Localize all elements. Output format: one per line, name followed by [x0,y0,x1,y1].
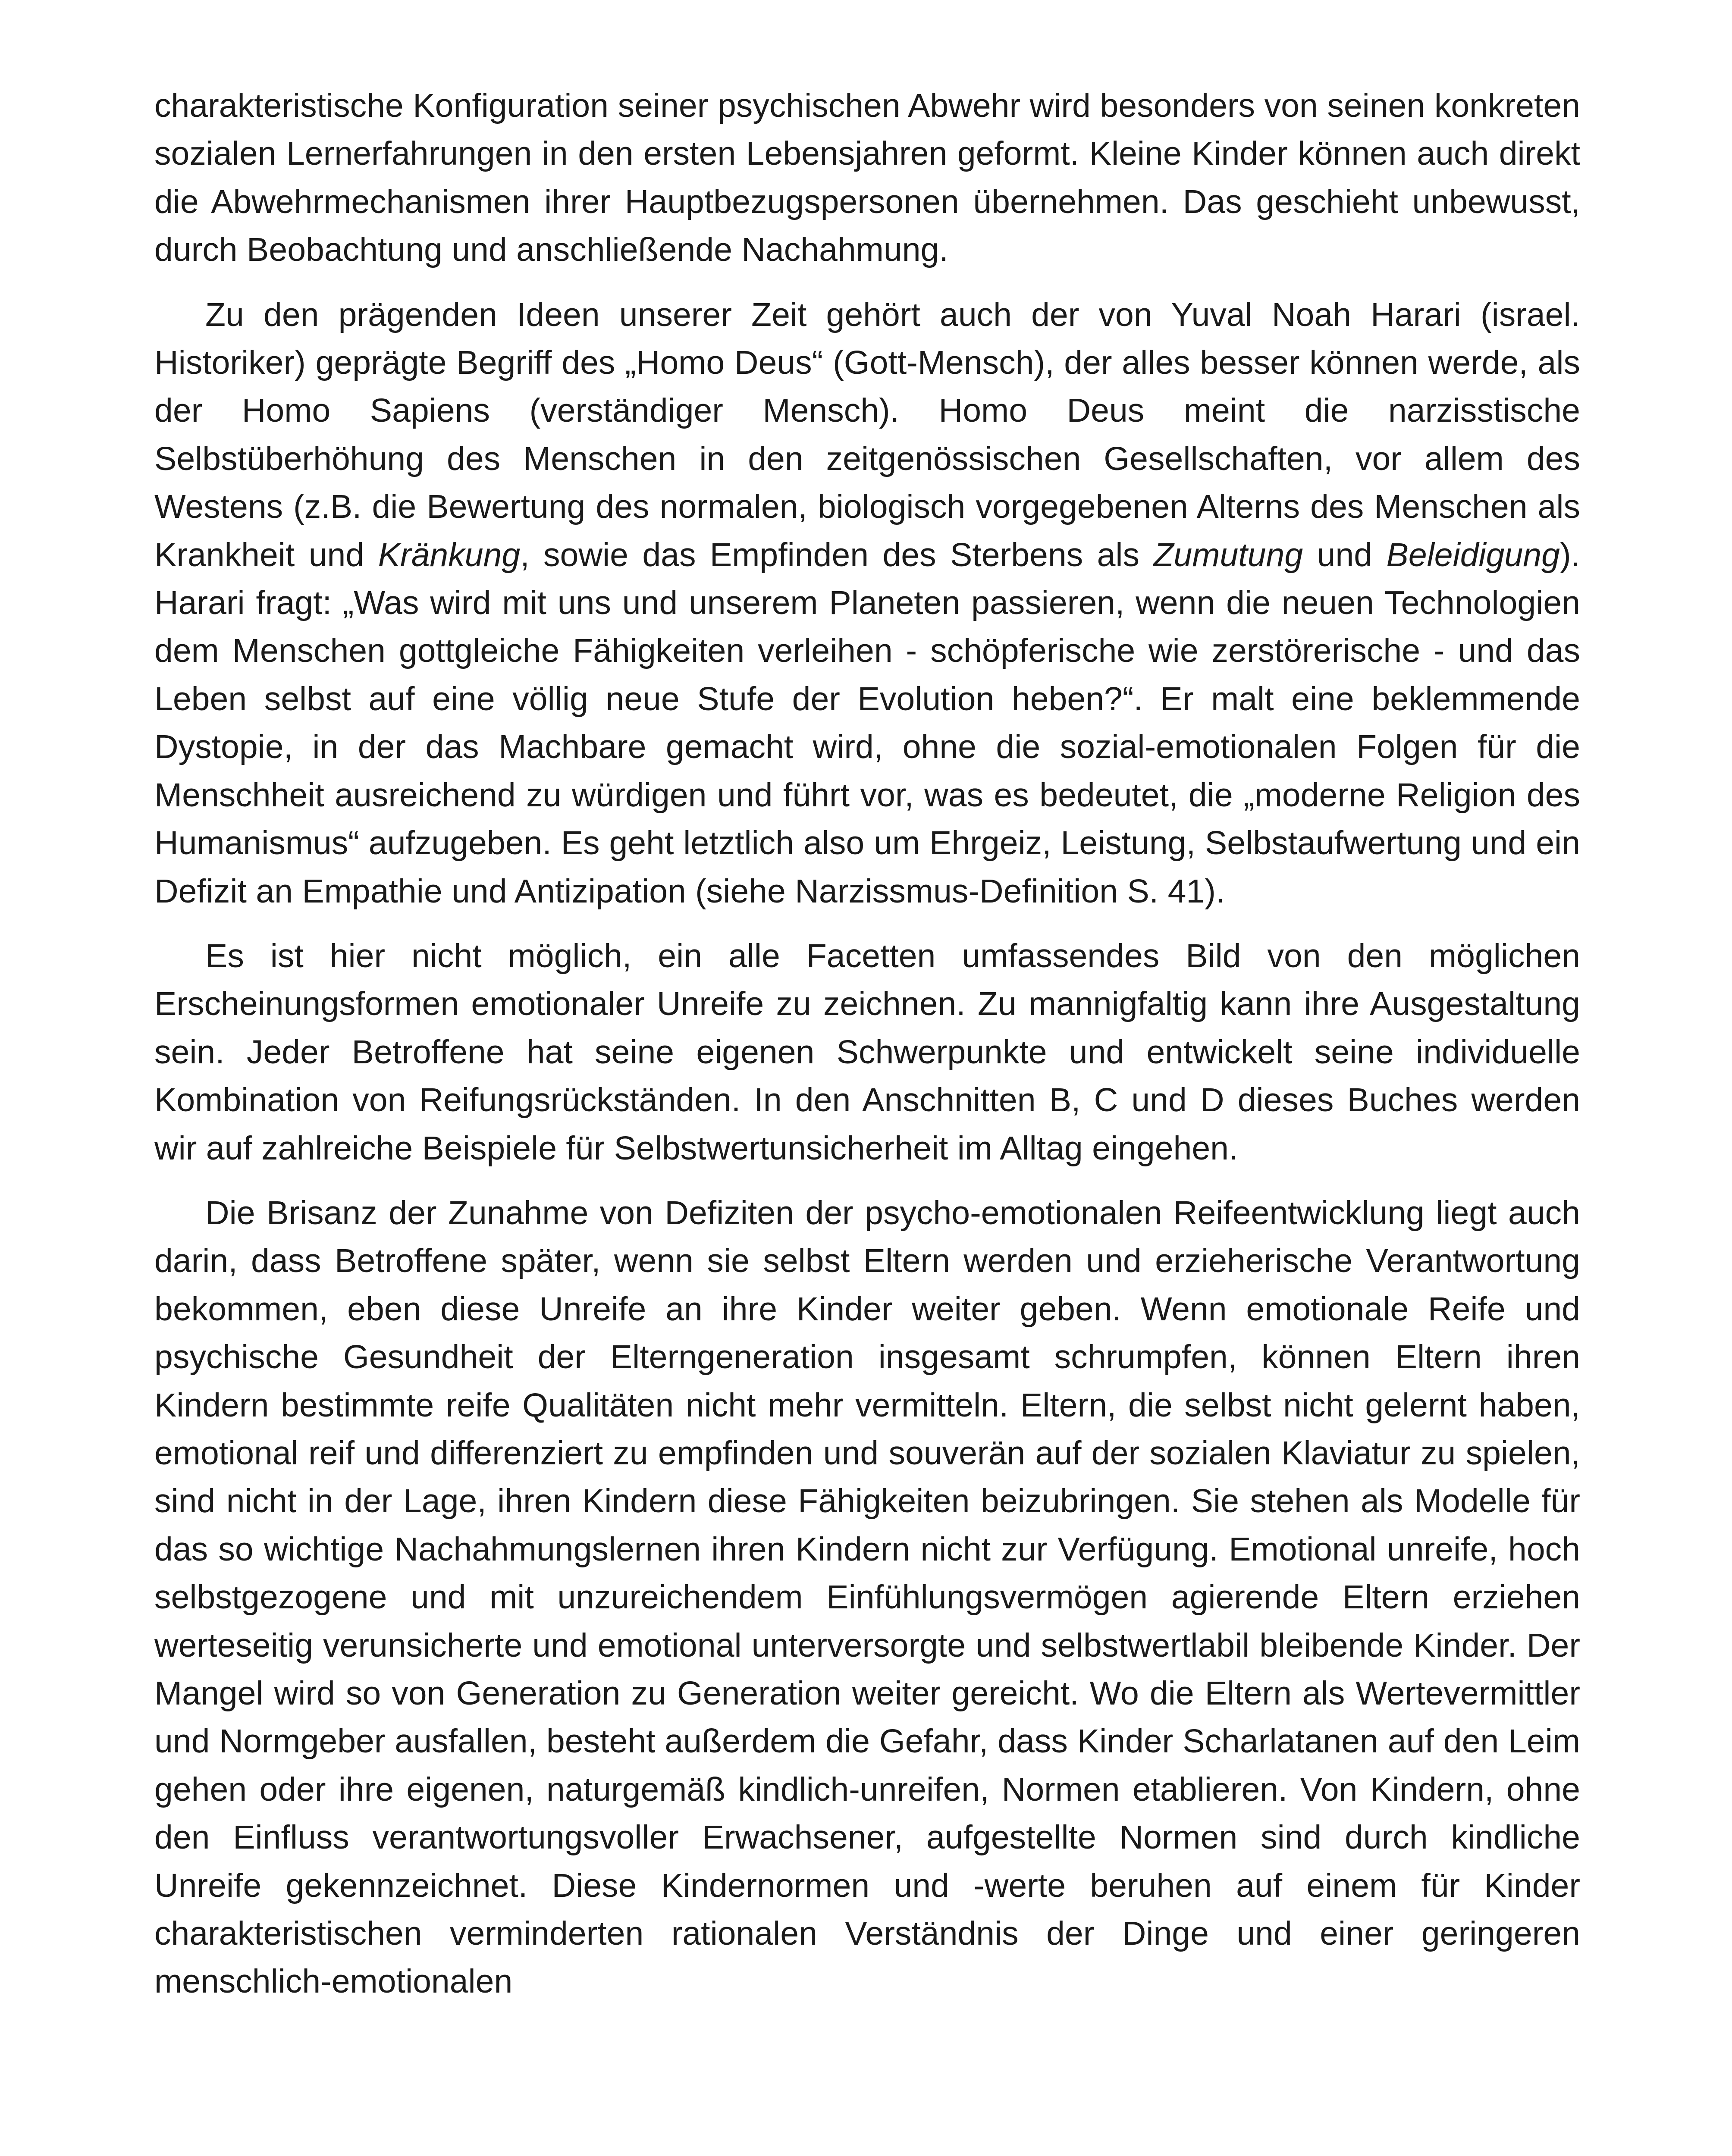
text-run: Zu den prägenden Ideen unserer Zeit gehört auch der von Yuval Noah Harari (israel. Historiker) geprägte Begriff des „Homo Deus“ (Gott-Mensch), der alles besser können werde, als der Homo Sapiens (verständiger Mensch). Homo Deus meint die narzisstische Selbstüberhöhung des Menschen in den zeitgenössischen Gesellschaften, vor allem des Westens (z.B. die Bewertung des normalen, biologisch vorgegebenen Alterns des Menschen als Krankheit und [154,296,1580,573]
paragraph-2 [154,291,1580,915]
italic-text: Zumutung [1153,536,1303,573]
italic-text: Beleidigung [1386,536,1560,573]
italic-text: Kränkung [378,536,521,573]
text-run: Die Brisanz der Zunahme von Defiziten der psycho-emotionalen Reifeentwicklung liegt auch darin, dass Betroffene später, wenn sie selbst Eltern werden und erzieherische Verantwortung bekommen, eben diese Unreife an ihre Kinder weiter geben. Wenn emotionale Reife und psychische Gesundheit der Elterngeneration insgesamt schrumpfen, können Eltern ihren Kindern bestimmte reife Qualitäten nicht mehr vermitteln. Eltern, die selbst nicht gelernt haben, emotional reif und differenziert zu empfinden und souverän auf der sozialen Klaviatur zu spielen, sind nicht in der Lage, ihren Kindern diese Fähigkeiten beizubringen. Sie stehen als Modelle für das so wichtige Nachahmungslernen ihren Kindern nicht zur Verfügung. Emotional unreife, hoch selbstgezogene und mit unzureichendem Einfühlungsvermögen agierende Eltern erziehen werteseitig verunsicherte und emotional unterversorgte und selbstwertlabil bleibende Kinder. Der Mangel wird so von Generation zu Generation weiter gereicht. Wo die Eltern als Wertevermittler und Normgeber ausfallen, besteht außerdem die Gefahr, dass Kinder Scharlatanen auf den Leim gehen oder ihre eigenen, naturgemäß kindlich-unreifen, Normen etablieren. Von Kindern, ohne den Einfluss verantwortungsvoller Erwachsener, aufgestellte Normen sind durch kindliche Unreife gekennzeichnet. Diese Kindernormen und -werte beruhen auf einem für Kinder charakteristischen verminderten rationalen Verständnis der Dinge und einer geringeren menschlich-emotionalen [154,1194,1580,2000]
text-run: , sowie das Empfinden des Sterbens als [520,536,1154,573]
text-run: Es ist hier nicht möglich, ein alle Facetten umfassendes Bild von den möglichen Erscheinungsformen emotionaler Unreife zu zeichnen. Zu mannigfaltig kann ihre Ausgestaltung sein. Jeder Betroffene hat seine eigenen Schwerpunkte und entwickelt seine individuelle Kombination von Reifungsrückständen. In den Anschnitten B, C und D dieses Buches werden wir auf zahlreiche Beispiele für Selbstwertunsicherheit im Alltag eingehen. [154,937,1580,1167]
paragraph-4 [154,1189,1580,2006]
body-text [154,82,1580,2006]
text-run: ). Harari fragt: „Was wird mit uns und unserem Planeten passieren, wenn die neuen Technologien dem Menschen gottgleiche Fähigkeiten verleihen - schöpferische wie zerstörerische - und das Leben selbst auf eine völlig neue Stufe der Evolution heben?“. Er malt eine beklemmende Dystopie, in der das Machbare gemacht wird, ohne die sozial-emotionalen Folgen für die Menschheit ausreichend zu würdigen und führt vor, was es bedeutet, die „moderne Religion des Humanismus“ aufzugeben. Es geht letztlich also um Ehrgeiz, Leistung, Selbstaufwertung und ein Defizit an Empathie und Antizipation (siehe Narzissmus-Definition S. 41). [154,536,1580,910]
paragraph-3 [154,932,1580,1172]
paragraph-1 [154,82,1580,274]
text-run: charakteristische Konfiguration seiner psychischen Abwehr wird besonders von seinen konkreten sozialen Lernerfahrungen in den ersten Lebensjahren geformt. Kleine Kinder können auch direkt die Abwehrmechanismen ihrer Hauptbezugspersonen übernehmen. Das geschieht unbewusst, durch Beobachtung und anschließende Nachahmung. [154,87,1580,269]
text-run: und [1303,536,1387,573]
